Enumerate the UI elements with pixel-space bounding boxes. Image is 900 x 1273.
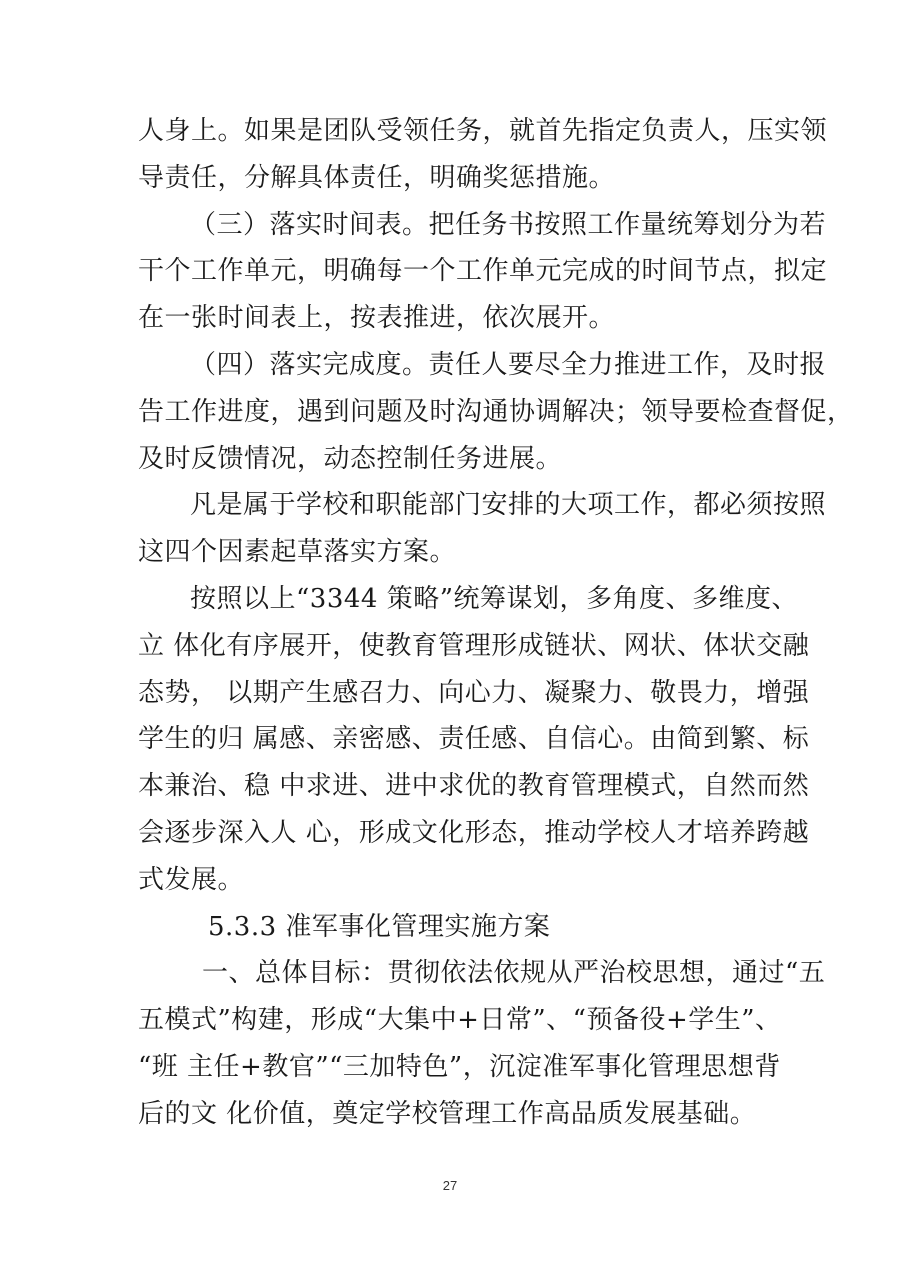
text-line: （三）落实时间表。把任务书按照工作量统筹划分为若 bbox=[190, 209, 827, 240]
text-line: “班 主任+教官”“三加特色”，沉淀准军事化管理思想背 bbox=[138, 1051, 781, 1082]
text-line: 这四个因素起草落实方案。 bbox=[138, 537, 457, 568]
text-line: 干个工作单元，明确每一个工作单元完成的时间节点，拟定 bbox=[138, 256, 828, 287]
text-line: 导责任，分解具体责任，明确奖惩措施。 bbox=[138, 162, 616, 193]
text-line: 在一张时间表上，按表推进，依次展开。 bbox=[138, 303, 616, 334]
text-line: 会逐步深入人 心，形成文化形态，推动学校人才培养跨越 bbox=[138, 817, 810, 848]
text-line: 按照以上“3344 策略”统筹谋划，多角度、多维度、 bbox=[190, 583, 799, 614]
text-line: 后的文 化价值，奠定学校管理工作高品质发展基础。 bbox=[138, 1098, 757, 1129]
text-line: 及时反馈情况，动态控制任务进展。 bbox=[138, 443, 563, 474]
page-number: 27 bbox=[442, 1178, 458, 1193]
text-line: 告工作进度，遇到问题及时沟通协调解决；领导要检查督促， bbox=[138, 396, 854, 427]
text-line: 凡是属于学校和职能部门安排的大项工作，都必须按照 bbox=[190, 490, 827, 521]
text-line: 一、总体目标：贯彻依法依规从严治校思想，通过“五 bbox=[202, 958, 826, 989]
text-line: （四）落实完成度。责任人要尽全力推进工作，及时报 bbox=[190, 349, 827, 380]
text-line: 学生的归 属感、亲密感、责任感、自信心。由简到繁、标 bbox=[138, 724, 810, 755]
body-text bbox=[138, 108, 854, 1138]
text-line: 本兼治、稳 中求进、进中求优的教育管理模式，自然而然 bbox=[138, 771, 810, 802]
text-line: 立 体化有序展开，使教育管理形成链状、网状、体状交融 bbox=[138, 630, 810, 661]
text-line: 态势， 以期产生感召力、向心力、凝聚力、敬畏力，增强 bbox=[138, 677, 810, 708]
section-heading: 5.3.3 准军事化管理实施方案 bbox=[208, 911, 551, 942]
text-line: 人身上。如果是团队受领任务，就首先指定负责人，压实领 bbox=[138, 116, 828, 146]
text-line: 五模式”构建，形成“大集中+日常”、“预备役+学生”、 bbox=[138, 1005, 782, 1036]
text-line: 式发展。 bbox=[138, 864, 245, 895]
